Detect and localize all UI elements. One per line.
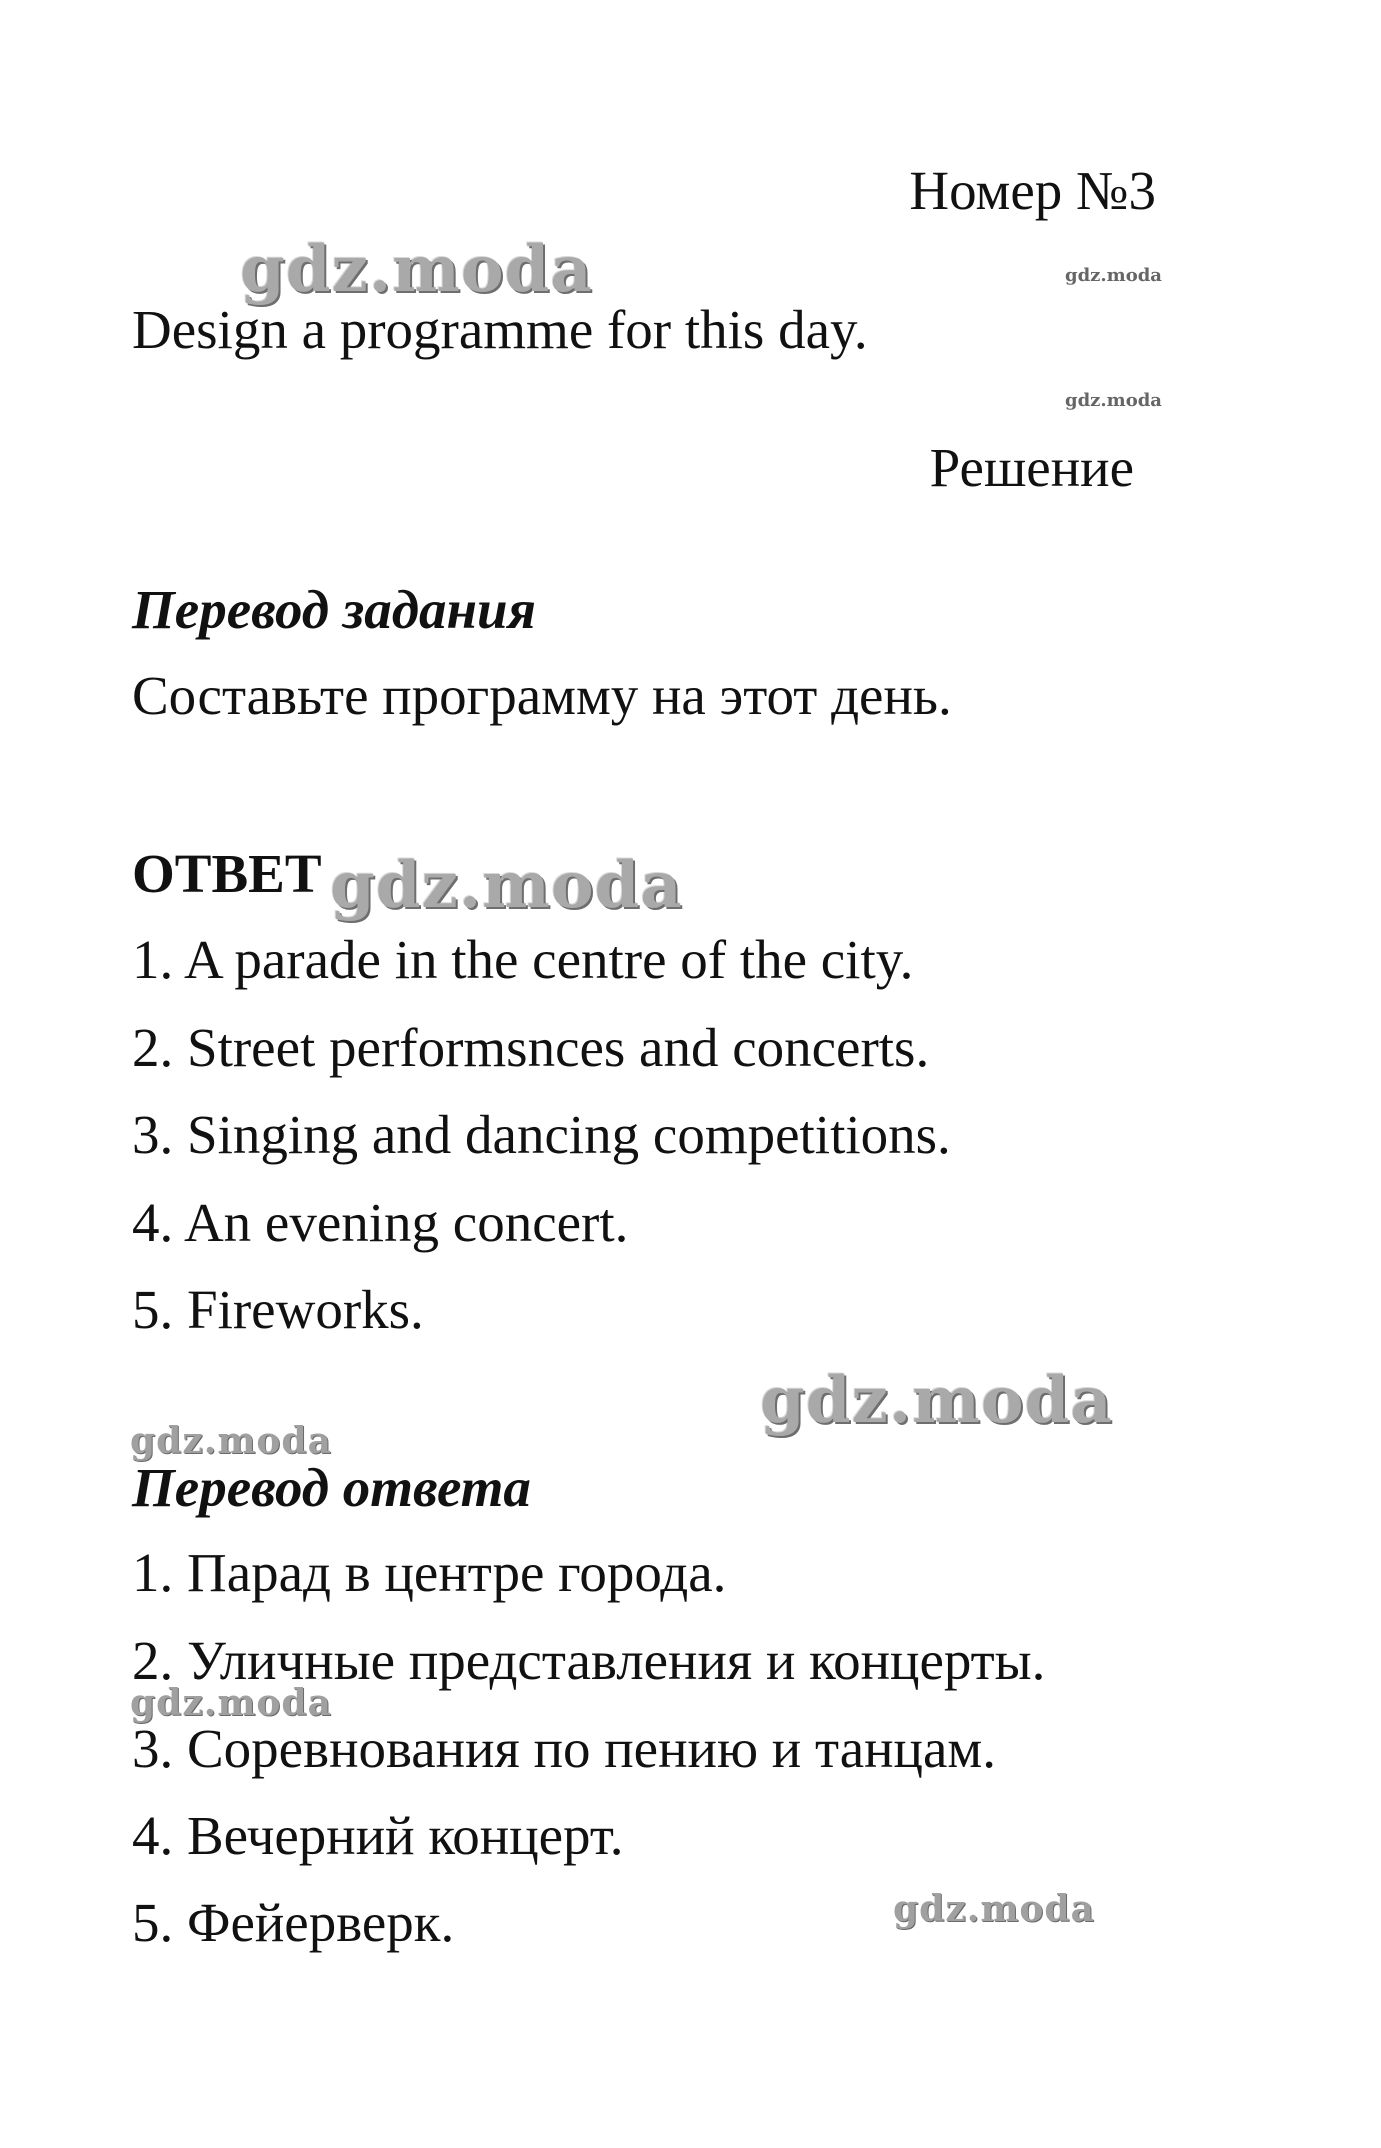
- watermark-bottom-right: gdz.moda: [893, 1888, 1095, 1930]
- answer-item: 5. Fireworks.: [132, 1279, 424, 1340]
- task-number: Номер №3: [909, 160, 1156, 221]
- answer-item: 1. A parade in the centre of the city.: [132, 929, 914, 990]
- answer-item: 4. An evening concert.: [132, 1192, 629, 1253]
- solution-label: Решение: [929, 437, 1134, 498]
- watermark-lower-left: gdz.moda: [130, 1682, 332, 1724]
- watermark-mid-right: gdz.moda: [760, 1363, 1113, 1438]
- answer-heading: ОТВЕТ: [132, 843, 322, 904]
- answer-translation-item: 4. Вечерний концерт.: [132, 1805, 624, 1866]
- answer-translation-item: 1. Парад в центре города.: [132, 1542, 727, 1603]
- answer-translation-item: 5. Фейерверк.: [132, 1892, 455, 1953]
- answer-item: 3. Singing and dancing competitions.: [132, 1104, 951, 1165]
- answer-translation-item: 3. Соревнования по пению и танцам.: [132, 1718, 996, 1779]
- answer-translation-heading: Перевод ответа: [132, 1457, 531, 1518]
- watermark-top-left: gdz.moda: [240, 232, 593, 307]
- watermark-mid-left: gdz.moda: [130, 1420, 332, 1462]
- answer-translation-item: 2. Уличные представления и концерты.: [132, 1630, 1046, 1691]
- task-translation-heading: Перевод задания: [132, 579, 536, 640]
- answer-item: 2. Street performsnces and concerts.: [132, 1017, 930, 1078]
- watermark-small-top-2: gdz.moda: [1065, 390, 1162, 411]
- watermark-answer: gdz.moda: [330, 848, 683, 923]
- watermark-small-top-1: gdz.moda: [1065, 265, 1162, 286]
- task-text: Design a programme for this day.: [132, 299, 868, 360]
- task-translation-text: Составьте программу на этот день.: [132, 665, 952, 726]
